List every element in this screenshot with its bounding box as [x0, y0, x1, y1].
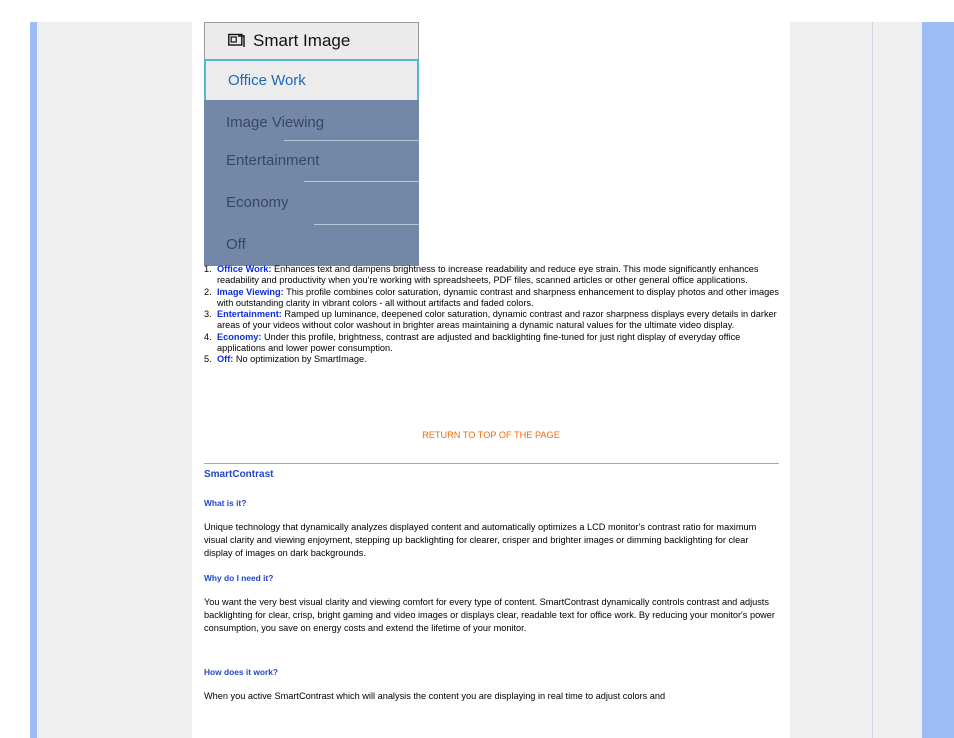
mode-name: Economy:	[217, 331, 262, 342]
subheading-how-does-it-work: How does it work?	[204, 667, 278, 677]
smart-image-osd-illustration	[204, 22, 419, 266]
list-item: 3. Entertainment: Ramped up luminance, deepened color saturation, dynamic contrast and razor sharpness displays every details in darker areas of your videos without color washout in brighter areas maintaining a dynamic natural values for the ultimate video display.	[204, 309, 777, 331]
section-title: SmartContrast	[204, 469, 274, 480]
osd-item-office-work	[204, 59, 419, 102]
paragraph-what-is-it: Unique technology that dynamically analyzes displayed content and automatically optimizes a LCD monitor's contrast ratio for maximum visual clarity and viewing enjoyment, stepping up backlighting for clearer, crisper and brighter images or dimming backlighting for clear display of images on dark backgrounds.	[204, 522, 757, 558]
paragraph-why-need-it: You want the very best visual clarity and viewing comfort for every type of content. SmartContrast dynamically controls contrast and adjusts backlighting for clear, crisp, bright gaming and video images or displays clear, readable text for office work. By reducing your monitor's power consumption, you save on energy costs and extend the lifetime of your monitor.	[204, 597, 775, 633]
left-stripe	[30, 22, 37, 738]
osd-item-image-viewing: Image Viewing	[226, 114, 325, 131]
osd-item-off: Off	[226, 236, 246, 253]
left-margin-column	[37, 22, 192, 738]
mode-name: Entertainment:	[217, 309, 282, 320]
osd-item-label: Office Work	[228, 72, 306, 89]
mode-name: Image Viewing:	[217, 286, 284, 297]
section-divider	[204, 463, 779, 464]
smart-image-mode-list	[204, 264, 784, 366]
right-stripe	[922, 22, 954, 738]
return-to-top-link[interactable]: RETURN TO TOP OF THE PAGE	[422, 430, 560, 440]
mode-name: Office Work:	[217, 264, 272, 274]
osd-item-entertainment: Entertainment	[226, 152, 320, 169]
osd-header	[204, 22, 419, 61]
list-item: 1. Office Work: Enhances text and dampens brightness to increase readability and reduce eye strain. This mode significantly enhances readability and productivity when you're working with spreadsheets, PDF files, scanned articles or other general office applications.	[204, 264, 759, 286]
list-item: 2. Image Viewing: This profile combines color saturation, dynamic contrast and sharpness enhancement to display photos and other images with outstanding clarity in vibrant colors - all without artifacts and faded colors.	[204, 286, 779, 308]
subheading-what-is-it: What is it?	[204, 498, 247, 508]
paragraph-how-does-it-work: When you active SmartContrast which will analysis the content you are displaying in real time to adjust colors and	[204, 691, 666, 701]
osd-menu-list	[204, 100, 419, 266]
subheading-why-need-it: Why do I need it?	[204, 573, 274, 583]
osd-item-economy: Economy	[226, 194, 289, 211]
osd-title: Smart Image	[253, 31, 351, 50]
list-item: 5. Off: No optimization by SmartImage.	[204, 354, 367, 365]
mode-name: Off:	[217, 354, 234, 365]
right-margin-column	[790, 22, 922, 738]
smart-image-icon	[228, 33, 245, 48]
list-item: 4. Economy: Under this profile, brightness, contrast are adjusted and backlighting fine-tuned for just right display of everyday office applications and lower power consumption.	[204, 331, 741, 354]
